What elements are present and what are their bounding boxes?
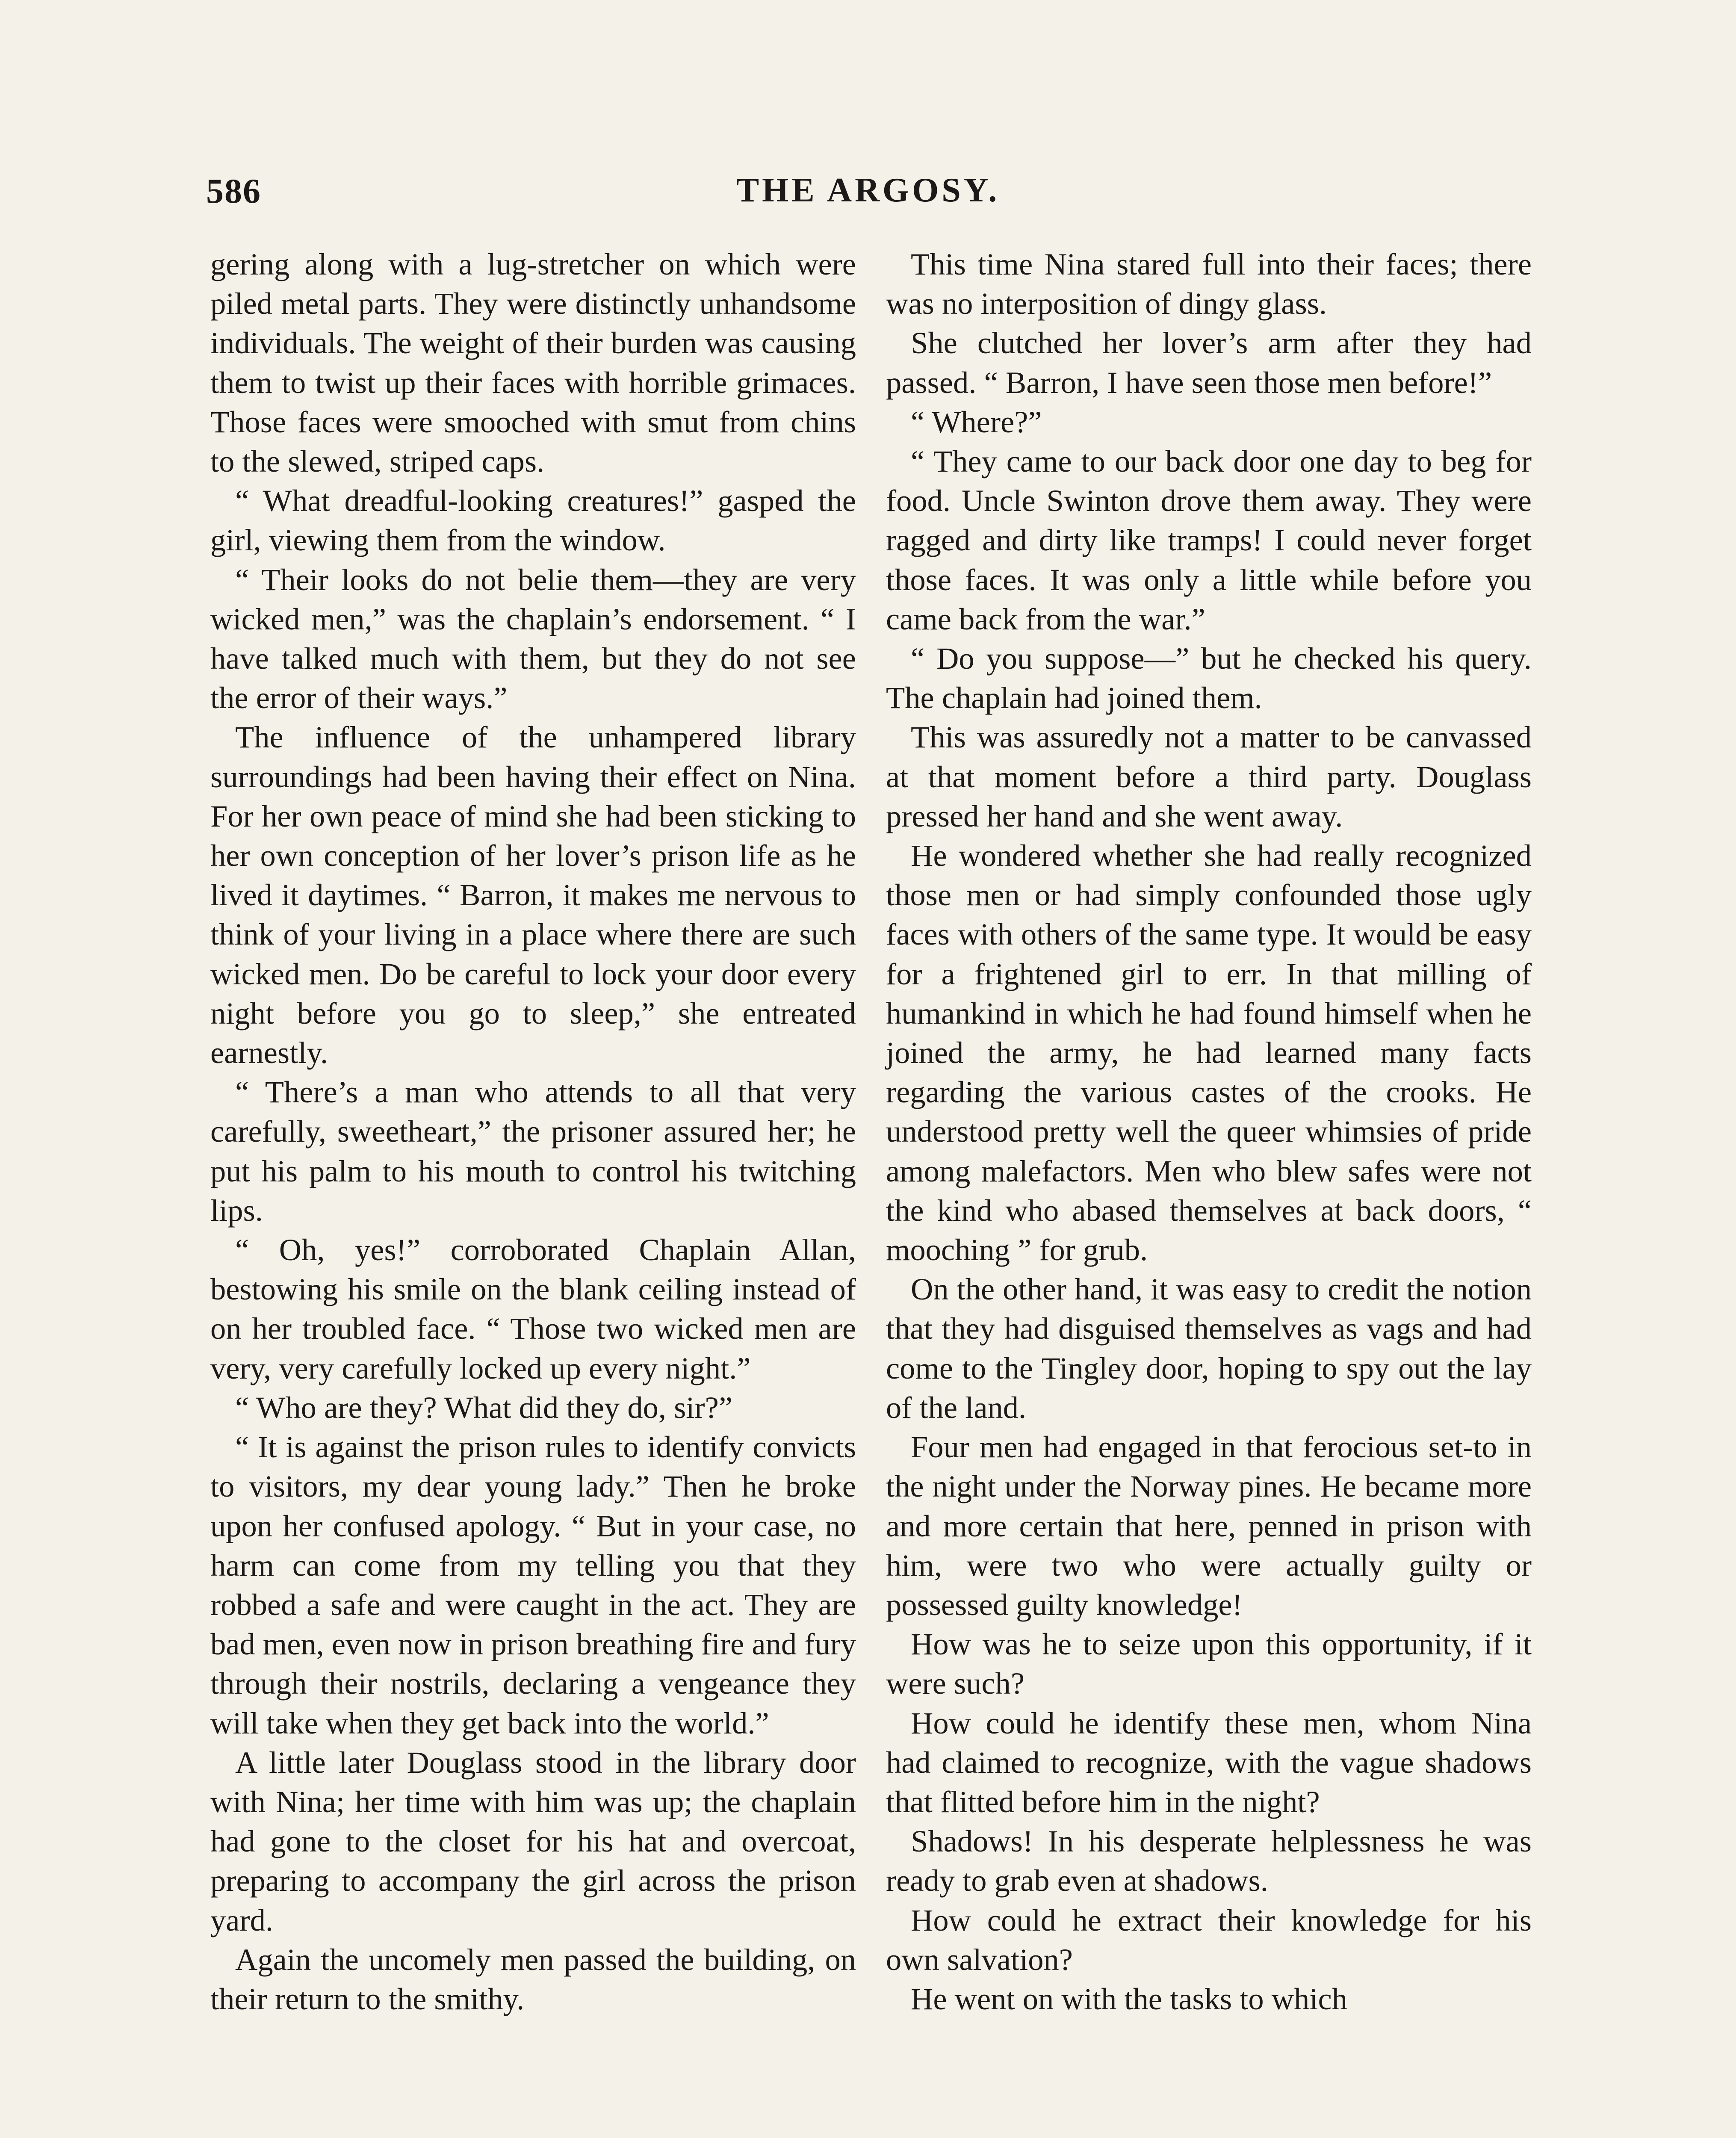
paragraph: She clutched her lover’s arm after they had passed. “ Barron, I have seen those men before!” xyxy=(886,325,1532,400)
paragraph: gering along with a lug-stretcher on which were piled metal parts. They were distinctly unhandsome individuals. The weight of their burden was causing them to twist up their faces with horrible grimaces. Those faces were smooched with smut from chins to the slewed, striped caps. xyxy=(210,247,856,479)
paragraph: The influence of the unhampered library surroundings had been having their effect on Nina. For her own peace of mind she had been sticking to her own conception of her lover’s prison life as he lived it daytimes. “ Barron, it makes me nervous to think of your living in a place where there are such wicked men. Do be careful to lock your door every night before you go to sleep,” she entreated earnestly. xyxy=(210,720,856,1070)
paragraph: A little later Douglass stood in the library door with Nina; her time with him was up; the chaplain had gone to the closet for his hat and overcoat, preparing to accompany the girl across the prison yard. xyxy=(210,1745,856,1937)
paragraph: On the other hand, it was easy to credit the notion that they had disguised themselves as vags and had come to the Tingley door, hoping to spy out the lay of the land. xyxy=(886,1272,1532,1425)
right-text-column xyxy=(886,245,1532,2019)
paragraph: “ What dreadful-looking creatures!” gasped the girl, viewing them from the window. xyxy=(210,483,856,558)
paragraph: How could he extract their knowledge for his own salvation? xyxy=(886,1902,1532,1977)
paragraph: This time Nina stared full into their faces; there was no interposition of dingy glass. xyxy=(886,247,1532,321)
paragraph: How was he to seize upon this opportunity, if it were such? xyxy=(886,1627,1532,1701)
paragraph: Again the uncomely men passed the building, on their return to the smithy. xyxy=(210,1942,856,2016)
page-header xyxy=(0,171,1736,218)
paragraph: He wondered whether she had really recognized those men or had simply confounded those ugly faces with others of the same type. It would be easy for a frightened girl to err. In that milling of humankind in which he had found himself when he joined the army, he had learned many facts regarding the various castes of the crooks. He understood pretty well the queer whimsies of pride among malefactors. Men who blew safes were not the kind who abased themselves at back doors, “ mooching ” for grub. xyxy=(886,838,1532,1267)
paragraph: Shadows! In his desperate helplessness he was ready to grab even at shadows. xyxy=(886,1824,1532,1898)
paragraph: How could he identify these men, whom Nina had claimed to recognize, with the vague shadows that flitted before him in the night? xyxy=(886,1705,1532,1819)
paragraph: He went on with the tasks to which xyxy=(911,1981,1347,2016)
paragraph: “ Where?” xyxy=(911,404,1042,439)
paragraph: “ Oh, yes!” corroborated Chaplain Allan, bestowing his smile on the blank ceiling instead of on her troubled face. “ Those two wicked men are very, very carefully locked up every night.” xyxy=(210,1232,856,1385)
paragraph: “ Do you suppose—” but he checked his query. The chaplain had joined them. xyxy=(886,641,1532,715)
paragraph: “ They came to our back door one day to beg for food. Uncle Swinton drove them away. They were ragged and dirty like tramps! I could never forget those faces. It was only a little while before you came back from the war.” xyxy=(886,444,1532,636)
paragraph: “ Their looks do not belie them—they are very wicked men,” was the chaplain’s endorsement. “ I have talked much with them, but they do not see the error of their ways.” xyxy=(210,562,856,715)
paragraph: “ It is against the prison rules to identify convicts to visitors, my dear young lady.” Then he broke upon her confused apology. “ But in your case, no harm can come from my telling you that they robbed a safe and were caught in the act. They are bad men, even now in prison breathing fire and fury through their nostrils, declaring a vengeance they will take when they get back into the world.” xyxy=(210,1429,856,1740)
left-text-column xyxy=(210,245,856,2019)
paragraph: “ There’s a man who attends to all that very carefully, sweetheart,” the prisoner assured her; he put his palm to his mouth to control his twitching lips. xyxy=(210,1075,856,1228)
paragraph: This was assuredly not a matter to be canvassed at that moment before a third party. Douglass pressed her hand and she went away. xyxy=(886,720,1532,833)
running-title: THE ARGOSY. xyxy=(736,171,1000,209)
paragraph: Four men had engaged in that ferocious set-to in the night under the Norway pines. He became more and more certain that here, penned in prison with him, were two who were actually guilty or possessed guilty knowledge! xyxy=(886,1429,1532,1622)
page-number: 586 xyxy=(206,171,261,210)
paragraph: “ Who are they? What did they do, sir?” xyxy=(235,1390,732,1425)
